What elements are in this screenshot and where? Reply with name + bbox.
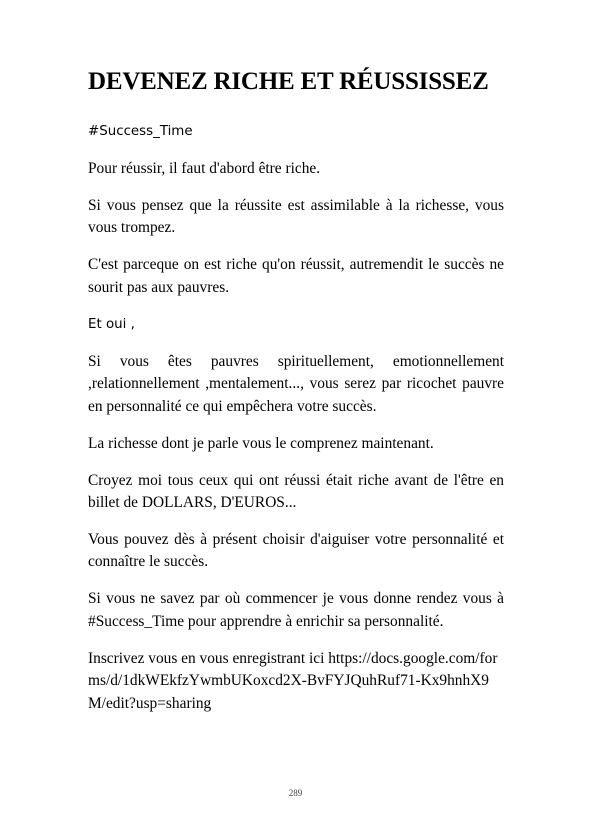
paragraph-4: Et oui , <box>88 316 135 332</box>
paragraph-3: C'est parceque on est riche qu'on réussit, autremendit le succès ne sourit pas aux pauvres. <box>88 256 504 296</box>
paragraph-7: Croyez moi tous ceux qui ont réussi était riche avant de l'être en billet de DOLLARS, D'EUROS... <box>88 471 504 512</box>
paragraph-8: Vous pouvez dès à présent choisir d'aiguiser votre personnalité et connaître le succès. <box>88 531 504 571</box>
document-body <box>88 121 504 730</box>
paragraph-9: Si vous ne savez par où commencer je vous donne rendez vous à #Success_Time pour apprendre à enrichir sa personnalité. <box>88 590 504 630</box>
hashtag-line: #Success_Time <box>88 124 193 139</box>
paragraph-5: Si vous êtes pauvres spirituellement, emotionnellement ,relationnellement ,mentalement..., vous serez par ricochet pauvre en personnalité ce qui empêchera votre succès. <box>88 352 504 415</box>
page-number: 289 <box>288 788 303 798</box>
document-title: DEVENEZ RICHE ET RÉUSSISSEZ <box>88 68 489 95</box>
paragraph-6: La richesse dont je parle vous le comprenez maintenant. <box>88 434 434 452</box>
paragraph-10-signup-link: Inscrivez vous en vous enregistrant ici https://docs.google.com/forms/d/1dkWEkfzYwmbUKoxcd2X-BvFYJQuhRuf71-Kx9hnhX9M/edit?usp=sharing <box>88 649 498 712</box>
paragraph-2: Si vous pensez que la réussite est assimilable à la richesse, vous vous trompez. <box>88 197 504 237</box>
paragraph-1: Pour réussir, il faut d'abord être riche. <box>88 160 321 177</box>
